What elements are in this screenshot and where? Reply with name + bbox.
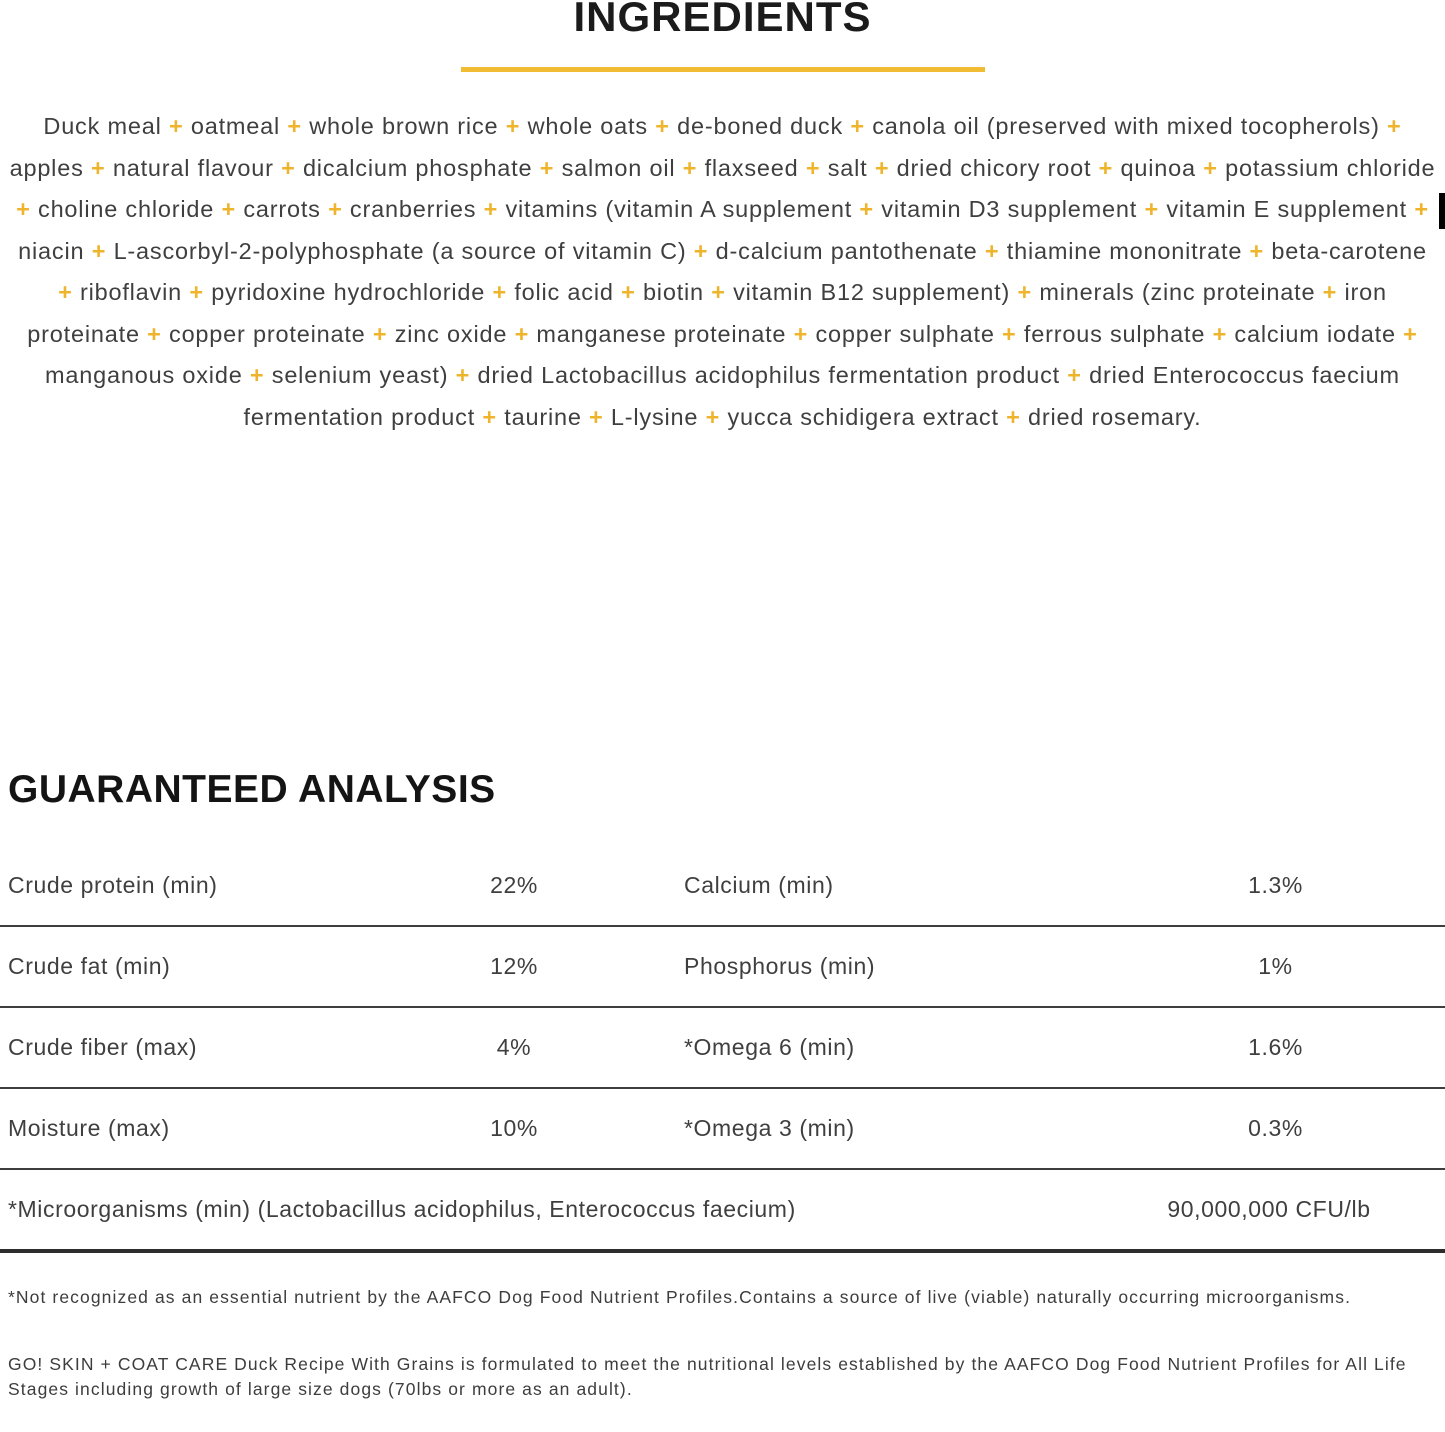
- table-row-microorganisms: [0, 1170, 1445, 1253]
- plus-separator-icon: +: [221, 196, 236, 223]
- guaranteed-analysis-title: GUARANTEED ANALYSIS: [8, 768, 496, 812]
- plus-separator-icon: +: [1098, 154, 1114, 181]
- plus-separator-icon: +: [1002, 320, 1017, 347]
- nutrient-label: *Omega 3 (min): [684, 1115, 855, 1142]
- plus-separator-icon: +: [328, 196, 343, 223]
- plus-separator-icon: +: [1203, 154, 1218, 181]
- plus-separator-icon: +: [16, 196, 31, 223]
- plus-separator-icon: +: [1387, 113, 1402, 140]
- nutrient-value: 22%: [490, 872, 538, 899]
- plus-separator-icon: +: [874, 154, 890, 181]
- nutrient-label: Crude fat (min): [8, 953, 171, 980]
- plus-separator-icon: +: [539, 154, 555, 181]
- plus-separator-icon: +: [693, 237, 709, 264]
- plus-separator-icon: +: [249, 362, 265, 389]
- plus-separator-icon: +: [147, 320, 162, 347]
- plus-separator-icon: +: [514, 320, 530, 347]
- plus-separator-icon: +: [58, 279, 73, 306]
- plus-separator-icon: +: [655, 113, 670, 140]
- plus-separator-icon: +: [281, 154, 296, 181]
- nutrient-value: 90,000,000 CFU/lb: [1167, 1196, 1371, 1223]
- title-underline-rule: [461, 67, 985, 72]
- formulation-statement-footnote: GO! SKIN + COAT CARE Duck Recipe With Grains is formulated to meet the nutritional levels established by the AAFCO Dog Food Nutrient Profiles for All Life Stages including growth of large size dogs (70lbs or more as an adult).: [8, 1354, 1407, 1400]
- nutrient-label: Crude fiber (max): [8, 1034, 198, 1061]
- plus-separator-icon: +: [1403, 320, 1418, 347]
- plus-separator-icon: +: [483, 196, 499, 223]
- plus-separator-icon: +: [1249, 237, 1265, 264]
- nutrient-value: 1%: [1258, 953, 1293, 980]
- plus-separator-icon: +: [1414, 196, 1429, 223]
- plus-separator-icon: +: [1006, 403, 1021, 430]
- nutrient-value: 1.6%: [1248, 1034, 1303, 1061]
- plus-separator-icon: +: [91, 237, 107, 264]
- nutrient-label: *Omega 6 (min): [684, 1034, 855, 1061]
- plus-separator-icon: +: [705, 403, 721, 430]
- plus-separator-icon: +: [793, 320, 809, 347]
- plus-separator-icon: +: [1017, 279, 1032, 306]
- plus-separator-icon: +: [805, 154, 821, 181]
- table-row: [0, 927, 1445, 1008]
- plus-separator-icon: +: [859, 196, 874, 223]
- plus-separator-icon: +: [90, 154, 106, 181]
- ingredients-title: INGREDIENTS: [573, 0, 872, 40]
- plus-separator-icon: +: [168, 113, 184, 140]
- plus-separator-icon: +: [455, 362, 471, 389]
- plus-separator-icon: +: [850, 113, 865, 140]
- nutrient-value: 0.3%: [1248, 1115, 1303, 1142]
- plus-separator-icon: +: [287, 113, 302, 140]
- nutrient-label: Moisture (max): [8, 1115, 170, 1142]
- nutrient-label: Phosphorus (min): [684, 953, 876, 980]
- edge-artifact: [1439, 193, 1445, 229]
- plus-separator-icon: +: [189, 279, 204, 306]
- table-row: [0, 1008, 1445, 1089]
- plus-separator-icon: +: [621, 279, 636, 306]
- table-row: [0, 1089, 1445, 1170]
- ingredients-text: Duck meal + oatmeal + whole brown rice + whole oats + de-boned duck + canola oil (preserved with mixed tocopherols) + apples + natural flavour + dicalcium phosphate + salmon oil + flaxseed + salt + dried chicory root + quinoa + potassium chloride + choline chloride + carrots + cranberries + vitamins (vitamin A supplement + vitamin D3 supplement + vitamin E supplement + niacin + L-ascorbyl-2-polyphosphate (a source of vitamin C) + d-calcium pantothenate + thiamine mononitrate + beta-carotene + riboflavin + pyridoxine hydrochloride + folic acid + biotin + vitamin B12 supplement) + minerals (zinc proteinate + iron proteinate + copper proteinate + zinc oxide + manganese proteinate + copper sulphate + ferrous sulphate + calcium iodate + manganous oxide + selenium yeast) + dried Lactobacillus acidophilus fermentation product + dried Enterococcus faecium fermentation product + taurine + L-lysine + yucca schidigera extract + dried rosemary.: [9, 113, 1436, 430]
- plus-separator-icon: +: [372, 320, 388, 347]
- nutrient-value: 4%: [496, 1034, 532, 1061]
- nutrient-label: *Microorganisms (min) (Lactobacillus acidophilus, Enterococcus faecium): [8, 1196, 796, 1223]
- plus-separator-icon: +: [505, 113, 521, 140]
- nutrient-value: 12%: [490, 953, 538, 980]
- plus-separator-icon: +: [1322, 279, 1338, 306]
- aafco-nutrient-footnote: *Not recognized as an essential nutrient by the AAFCO Dog Food Nutrient Profiles.Contains a source of live (viable) naturally occurring microorganisms.: [8, 1287, 1352, 1308]
- nutrient-value: 10%: [490, 1115, 538, 1142]
- nutrient-label: Calcium (min): [684, 872, 834, 899]
- plus-separator-icon: +: [1067, 362, 1082, 389]
- plus-separator-icon: +: [984, 237, 1000, 264]
- plus-separator-icon: +: [589, 403, 604, 430]
- nutrient-label: Crude protein (min): [8, 872, 218, 899]
- guaranteed-analysis-table: [0, 846, 1445, 1253]
- guaranteed-analysis-section: [0, 770, 1445, 1402]
- plus-separator-icon: +: [1144, 196, 1159, 223]
- plus-separator-icon: +: [711, 279, 726, 306]
- plus-separator-icon: +: [1212, 320, 1228, 347]
- plus-separator-icon: +: [682, 154, 698, 181]
- nutrient-value: 1.3%: [1248, 872, 1303, 899]
- table-row: [0, 846, 1445, 927]
- plus-separator-icon: +: [482, 403, 497, 430]
- plus-separator-icon: +: [492, 279, 507, 306]
- ingredients-section: [0, 0, 1445, 438]
